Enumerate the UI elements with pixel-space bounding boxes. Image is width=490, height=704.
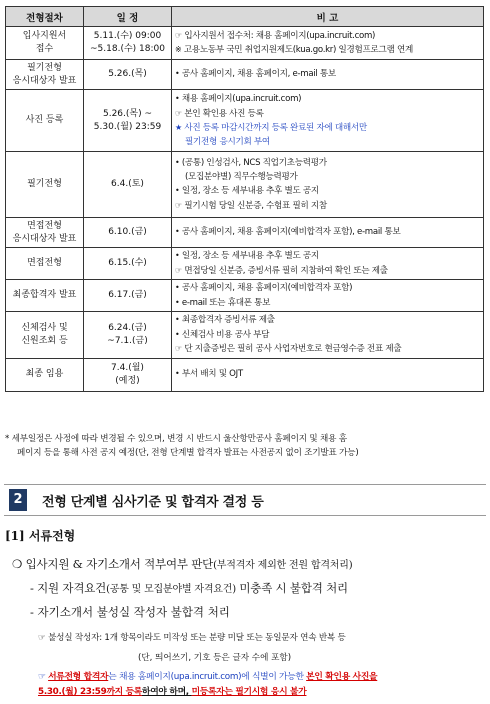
note-symbol-icon: •	[175, 251, 180, 260]
date-text: 5.26.(목)	[108, 69, 147, 79]
note-line	[175, 199, 480, 214]
note-pass-label: 서류전형 합격자	[48, 672, 109, 682]
notes-cell	[172, 152, 484, 218]
note-text: e-mail 또는 휴대폰 통보	[181, 297, 271, 308]
note-symbol-icon: •	[175, 186, 180, 195]
notes-cell	[172, 248, 484, 280]
note-line	[175, 281, 480, 296]
note-deadline: 5.30.(월) 23:59까지 등록	[38, 687, 143, 697]
date-cell	[84, 248, 172, 280]
section-title: 전형 단계별 심사기준 및 합격자 결정 등	[42, 495, 264, 510]
dash-requirements	[30, 580, 348, 596]
pointing-hand-icon: ☞	[38, 672, 46, 682]
note-line	[175, 43, 480, 58]
note-symbol-icon: •	[175, 297, 180, 307]
bullet-eligibility	[12, 556, 352, 572]
schedule-row	[6, 248, 484, 280]
bullet-main-text: 입사지원 & 자기소개서 적부여부 판단	[25, 557, 214, 571]
note-line	[175, 171, 480, 185]
note-line	[175, 92, 480, 107]
stage-cell	[6, 218, 84, 248]
notes-cell	[172, 280, 484, 312]
note-text: 필기시험 당일 신분증, 수험표 필히 지참	[184, 200, 327, 211]
stage-cell	[6, 280, 84, 312]
date-text: 6.15.(수)	[108, 258, 147, 268]
note-symbol-icon: ※	[175, 45, 182, 54]
schedule-row	[6, 280, 484, 312]
note-line	[175, 367, 480, 382]
date-cell	[84, 60, 172, 90]
note-photo-registration	[38, 670, 377, 700]
note-symbol-icon: •	[175, 94, 180, 103]
stage-cell	[6, 248, 84, 280]
note-line	[175, 107, 480, 122]
stage-text: 면접전형	[27, 220, 62, 231]
footnote-line-2: 페이지 등을 통해 사전 공지 예정(단, 전형 단계별 합격자 발표는 사전공지 없이 조기발표 가능)	[17, 448, 359, 458]
date-text: 5.30.(월) 23:59	[93, 121, 162, 132]
stage-cell	[6, 358, 84, 391]
pointing-hand-icon: ☞	[38, 633, 46, 643]
note-must: 하여야 하며,	[142, 687, 192, 697]
note-line	[175, 225, 480, 240]
note-text: 필기전형 응시기회 부여	[185, 136, 270, 147]
notes-cell	[172, 312, 484, 359]
note-line	[175, 264, 480, 279]
date-cell	[84, 280, 172, 312]
note-symbol-icon: •	[175, 283, 180, 292]
note-line	[175, 156, 480, 171]
schedule-row	[6, 218, 484, 248]
date-cell	[84, 27, 172, 60]
note-symbol-icon: •	[175, 227, 180, 237]
note-text: 면접당일 신분증, 증빙서류 필히 지참하여 확인 또는 제출	[184, 265, 388, 276]
stage-text: 신원조회 등	[21, 335, 68, 346]
notes-cell	[172, 358, 484, 391]
note-line	[175, 121, 480, 136]
stage-cell	[6, 27, 84, 60]
stage-text: 최종 임용	[25, 369, 64, 379]
note-line	[175, 67, 480, 82]
note-line	[175, 29, 480, 44]
note-text: 공사 홈페이지, 채용 홈페이지, e-mail 통보	[181, 69, 336, 80]
note-symbol-icon: ☞	[175, 200, 182, 210]
date-cell	[84, 218, 172, 248]
note-line	[175, 136, 480, 150]
date-text: ~5.18.(수) 18:00	[90, 44, 165, 54]
note-insincere	[38, 631, 346, 643]
note-line	[175, 184, 480, 199]
note-text: 본인 확인용 사진 등록	[184, 108, 264, 119]
stage-cell	[6, 90, 84, 152]
date-text: 5.26.(목) ~	[102, 108, 153, 119]
dash-requirements-small: (공통 및 모집분야별 자격요건)	[106, 584, 236, 595]
notes-cell	[172, 60, 484, 90]
note-symbol-icon: •	[175, 69, 180, 79]
note-symbol-icon: ☞	[175, 265, 182, 275]
date-text: (예정)	[115, 375, 140, 386]
stage-cell	[6, 312, 84, 359]
section-number-badge: 2	[9, 489, 27, 511]
header-date: 일 정	[84, 7, 172, 27]
note-text: 고용노동부 국민 취업지원제도(kua.go.kr) 일경험프로그램 연계	[183, 45, 413, 55]
notes-cell	[172, 27, 484, 60]
date-text: 6.4.(토)	[111, 179, 144, 189]
stage-text: 사진 등록	[25, 115, 64, 125]
notes-cell	[172, 218, 484, 248]
section-divider-top	[4, 484, 486, 485]
date-cell	[84, 312, 172, 359]
note-photo-label: 본인 확인용 사진을	[306, 672, 378, 682]
note-text: 채용 홈페이지(upa.incruit.com)	[181, 94, 302, 104]
section-divider-bottom	[4, 515, 486, 516]
stage-text: 필기전형	[27, 62, 62, 73]
stage-text: 신체검사 및	[21, 322, 68, 333]
schedule-row	[6, 312, 484, 359]
dash-requirements-main: - 지원 자격요건	[30, 581, 107, 595]
stage-cell	[6, 152, 84, 218]
note-site: 는 채용 홈페이지(upa.incruit.com)에 식별이 가능한	[108, 672, 307, 682]
note-insincere-text: 불성실 작성자: 1개 항목이라도 미작성 또는 분량 미달 또는 동일문자 연속 반복 등	[48, 633, 346, 643]
date-cell	[84, 152, 172, 218]
schedule-row	[6, 152, 484, 218]
note-line	[175, 249, 480, 264]
note-text: 공사 홈페이지, 채용 홈페이지(예비합격자 포함), e-mail 통보	[181, 227, 401, 238]
note-text: 단 지출증빙은 필히 공사 사업자번호로 현금영수증 전표 제출	[184, 344, 402, 354]
note-symbol-icon: ☞	[175, 344, 182, 353]
date-cell	[84, 90, 172, 152]
stage-cell	[6, 60, 84, 90]
date-cell	[84, 358, 172, 391]
note-text: 사진 등록 마감시간까지 등록 완료된 자에 대해서만	[184, 123, 367, 133]
header-stage: 전형절차	[6, 7, 84, 27]
stage-text: 접수	[35, 44, 54, 54]
date-text: 7.4.(월)	[111, 362, 144, 373]
note-text: 공사 홈페이지, 채용 홈페이지(예비합격자 포함)	[181, 283, 353, 293]
date-text: 6.24.(금)	[108, 322, 147, 333]
note-text: 입사지원서 접수처: 채용 홈페이지(upa.incruit.com)	[184, 30, 376, 41]
footnote-line-1: * 세부일정은 사정에 따라 변경될 수 있으며, 변경 시 반드시 울산항만공사 홈페이지 및 채용 홈	[5, 434, 347, 444]
note-symbol-icon: •	[175, 158, 180, 167]
hollow-circle-icon: ❍	[12, 557, 23, 571]
note-symbol-icon: •	[175, 315, 180, 324]
note-text: 부서 배치 및 OJT	[181, 369, 243, 380]
dash-requirements-tail: 미충족 시 불합격 처리	[235, 581, 348, 595]
date-text: 6.10.(금)	[108, 227, 147, 237]
stage-text: 필기전형	[27, 179, 62, 189]
note-symbol-icon: •	[175, 329, 180, 339]
schedule-row	[6, 358, 484, 391]
stage-text: 응시대상자 발표	[12, 75, 77, 86]
stage-text: 최종합격자 발표	[12, 290, 77, 300]
note-symbol-icon: •	[175, 369, 180, 379]
sub-heading-document-screening: [1] 서류전형	[5, 529, 76, 543]
note-text: (공통) 인성검사, NCS 직업기초능력평가	[181, 158, 327, 168]
stage-text: 응시대상자 발표	[12, 233, 77, 244]
note-symbol-icon: ☞	[175, 108, 182, 118]
header-notes: 비 고	[172, 7, 484, 27]
note-text: 최종합격자 증빙서류 제출	[181, 315, 275, 325]
note-insincere-cont: (단, 띄어쓰기, 기호 등은 글자 수에 포함)	[138, 653, 292, 663]
schedule-row	[6, 27, 484, 60]
stage-text: 면접전형	[27, 258, 62, 268]
note-text: 일정, 장소 등 세부내용 추후 별도 공지	[181, 186, 319, 196]
bullet-main-small: (부적격자 제외한 전원 합격처리)	[213, 560, 353, 571]
note-line	[175, 296, 480, 311]
note-line	[175, 342, 480, 357]
date-text: 6.17.(금)	[108, 290, 147, 300]
date-text: 5.11.(수) 09:00	[93, 31, 162, 41]
notes-cell	[172, 90, 484, 152]
table-header-row	[6, 7, 484, 27]
note-text: 일정, 장소 등 세부내용 추후 별도 공지	[181, 251, 319, 261]
note-line	[175, 313, 480, 328]
schedule-row	[6, 90, 484, 152]
stage-text: 입사지원서	[22, 31, 67, 41]
date-text: ~7.1.(금)	[107, 335, 148, 346]
schedule-footnote	[5, 432, 483, 460]
schedule-row	[6, 60, 484, 90]
note-text: (모집분야별) 직무수행능력평가	[185, 171, 298, 182]
note-line	[175, 328, 480, 343]
note-symbol-icon: ★	[175, 123, 182, 132]
note-penalty: 미등록자는 필기시험 응시 불가	[191, 687, 307, 697]
schedule-table	[5, 6, 484, 392]
dash-essay: - 자기소개서 불성실 작성자 불합격 처리	[30, 605, 230, 619]
note-text: 신체검사 비용 공사 부담	[181, 329, 270, 340]
note-symbol-icon: ☞	[175, 30, 182, 40]
